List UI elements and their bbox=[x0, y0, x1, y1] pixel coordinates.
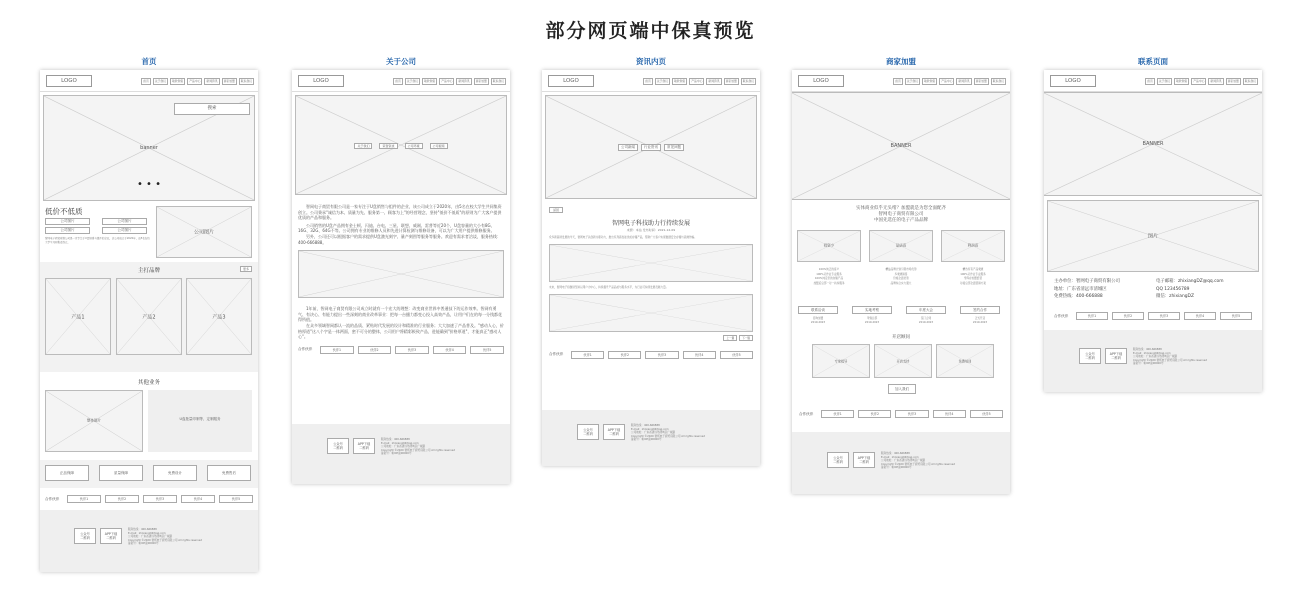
feature-item: 质量保障 bbox=[99, 465, 143, 481]
slogan-line: 中国先选任的电子产品品牌 bbox=[874, 218, 928, 223]
nav-item[interactable]: 联系我们 bbox=[1244, 79, 1256, 83]
company-pic-small: 公司图片 bbox=[102, 218, 147, 225]
nav-item[interactable]: 新闻资讯 bbox=[958, 79, 970, 83]
footer bbox=[40, 510, 258, 572]
nav-item[interactable]: 首页 bbox=[645, 79, 651, 83]
about-image bbox=[298, 250, 504, 298]
step-item: 年度大会 bbox=[906, 306, 946, 314]
nav-item[interactable]: 取款钟爱 bbox=[923, 79, 936, 83]
more-button[interactable]: 更多 bbox=[240, 266, 252, 272]
news-tabs bbox=[546, 144, 756, 151]
product-label: 产品1 bbox=[71, 314, 85, 320]
nav-item[interactable]: 关于我们 bbox=[406, 79, 418, 83]
main-nav bbox=[893, 78, 1006, 85]
partner-row bbox=[542, 346, 760, 364]
nav-item[interactable]: 商家加盟 bbox=[223, 79, 235, 83]
partner-item[interactable]: 伙伴1 bbox=[320, 346, 354, 354]
banner-label: banner bbox=[140, 145, 158, 151]
article-body: 众多新高速发展的今天，智网电子以创新为驱动力，推出系列高性能优质存储产品，帮助广大客户实现数据安全存储与高效传输。 bbox=[549, 236, 697, 240]
article-image bbox=[549, 294, 753, 332]
logo[interactable]: LOGO bbox=[798, 75, 844, 87]
footer-line: 备案号：粤ICP备00000号 bbox=[381, 452, 412, 456]
picture-label: 图片 bbox=[1147, 233, 1158, 240]
footer-info bbox=[1133, 348, 1207, 366]
footer-line: E-mail：zhixiangDZ@qq.com bbox=[881, 455, 919, 459]
nav-item[interactable]: 联系我们 bbox=[992, 79, 1004, 83]
partner-item[interactable]: 伙伴4 bbox=[433, 346, 467, 354]
brand-title: 主打品牌 bbox=[137, 268, 160, 274]
footer bbox=[792, 432, 1010, 494]
desc-line: 对接总部全面营销方案 bbox=[960, 281, 986, 285]
advantage-desc bbox=[797, 268, 861, 286]
nav-item[interactable]: 首页 bbox=[395, 79, 401, 83]
process-box bbox=[812, 344, 870, 378]
step-sub bbox=[852, 317, 892, 325]
nav-item[interactable]: 取款钟爱 bbox=[673, 79, 686, 83]
step-sub bbox=[960, 317, 1000, 325]
contact-hotline: 免费热线：400-666888 bbox=[1054, 294, 1103, 299]
other-business-image bbox=[45, 390, 143, 452]
advantage-desc bbox=[869, 268, 933, 286]
footer-line: 公司地址：广东省清远市清城区广诚路 bbox=[381, 445, 426, 449]
desc-line: 100%纯定价的存储产品 bbox=[814, 277, 844, 281]
contact-unit: 主办单位：智网电子商贸有限公司 bbox=[1054, 279, 1120, 284]
partner-label: 合作伙伴 bbox=[45, 496, 60, 501]
footer-line: 公司地址：广东省清远市清城区广诚路 bbox=[881, 459, 926, 463]
other-business-text bbox=[148, 390, 252, 452]
footer-info bbox=[128, 528, 202, 546]
process-box bbox=[874, 344, 932, 378]
column-label-about: 关于公司 bbox=[386, 57, 416, 66]
nav-item[interactable]: 取款钟爱 bbox=[171, 79, 184, 83]
join-us-button[interactable]: 加入我们 bbox=[888, 384, 916, 394]
nav-item[interactable]: 首页 bbox=[143, 79, 149, 83]
step-sub-line: 签订合同 bbox=[920, 317, 932, 320]
footer-line: E-mail：zhixiangDZ@qq.com bbox=[1133, 351, 1171, 355]
site-header bbox=[1044, 70, 1262, 92]
banner bbox=[545, 95, 757, 199]
footer-line: E-mail：zhixiangDZ@qq.com bbox=[381, 441, 419, 445]
column-label-news: 资讯内页 bbox=[636, 57, 666, 66]
advantage-label: 投资少 bbox=[823, 243, 835, 248]
site-header bbox=[792, 70, 1010, 92]
next-button[interactable]: 下一篇 bbox=[739, 335, 753, 341]
desc-line: 加盟后总部一对一扶持服务 bbox=[813, 281, 845, 285]
search-button[interactable]: 搜索 bbox=[174, 103, 250, 115]
footer-line: 公司地址：广东省清远市清城区广诚路 bbox=[1133, 355, 1178, 359]
qr-app: APP下载 二维码 bbox=[853, 452, 875, 468]
main-nav bbox=[141, 78, 254, 85]
nav-item[interactable]: 产品中心 bbox=[691, 79, 703, 83]
nav-item[interactable]: 关于我们 bbox=[906, 79, 918, 83]
step-item: 签约合作 bbox=[960, 306, 1000, 314]
advantage-label: 利润高 bbox=[967, 243, 979, 248]
nav-item[interactable]: 联系我们 bbox=[492, 79, 504, 83]
partner-row bbox=[792, 406, 1010, 422]
step-sub-line: 2019-2023 bbox=[864, 321, 880, 325]
qr-gzh: 公众号 二维码 bbox=[1079, 348, 1101, 364]
main-nav bbox=[393, 78, 506, 85]
other-business-section bbox=[40, 372, 258, 460]
qr-app: APP下载 二维码 bbox=[603, 424, 625, 440]
contact-page-mockup bbox=[1044, 70, 1262, 392]
tab-item[interactable]: 公司视频 bbox=[430, 143, 448, 149]
partner-item[interactable]: 伙伴3 bbox=[895, 410, 928, 418]
nav-item[interactable]: 商家加盟 bbox=[725, 79, 737, 83]
partner-item[interactable]: 伙伴2 bbox=[105, 495, 139, 503]
tab-item[interactable]: 荣誉资质 bbox=[379, 143, 397, 149]
nav-item[interactable]: 取款钟爱 bbox=[1175, 79, 1188, 83]
partner-item[interactable]: 伙伴2 bbox=[608, 351, 641, 359]
news-page-mockup bbox=[542, 70, 760, 466]
site-header bbox=[292, 70, 510, 92]
product-card[interactable] bbox=[45, 278, 111, 355]
desc-line: 多渠道销售 bbox=[894, 272, 908, 276]
nav-item[interactable]: 联系我们 bbox=[240, 79, 252, 83]
about-page-mockup bbox=[292, 70, 510, 484]
nav-item[interactable]: 关于我们 bbox=[656, 79, 668, 83]
footer-line: 备案号：粤ICP备00000号 bbox=[631, 438, 662, 442]
partner-label: 合作伙伴 bbox=[799, 411, 814, 416]
nav-item[interactable]: 产品中心 bbox=[189, 79, 201, 83]
nav-item[interactable]: 新闻资讯 bbox=[206, 79, 218, 83]
nav-item[interactable]: 新闻资讯 bbox=[1210, 79, 1222, 83]
footer bbox=[1044, 330, 1262, 392]
pager bbox=[549, 335, 753, 341]
advantage-box bbox=[869, 230, 933, 262]
footer-line: Copyright ©2020 智邦电子商贸有限公司 All rights reserved bbox=[631, 434, 705, 438]
footer-line: 备案号：粤ICP备00000号 bbox=[128, 542, 159, 546]
partner-item[interactable]: 伙伴5 bbox=[970, 410, 1003, 418]
step-item: 联系洽谈 bbox=[798, 306, 838, 314]
partner-item[interactable]: 伙伴1 bbox=[1076, 312, 1108, 320]
join-process bbox=[792, 334, 1010, 406]
logo[interactable]: LOGO bbox=[1050, 75, 1096, 87]
footer-line: Copyright ©2020 智邦电子商贸有限公司 All rights reserved bbox=[128, 538, 202, 542]
about-paragraph: 另外，公司还可以根据客户的需求提供U盘激光刻字、量产刻图等服务等服务。欢迎有需求者洽谈，服务热线：400-666888。 bbox=[298, 233, 501, 245]
partner-row bbox=[1044, 308, 1262, 324]
desc-line: 100%运作业专业服务 bbox=[960, 272, 986, 276]
home-page-mockup bbox=[40, 70, 258, 572]
footer-line: 公司地址：广东省清远市清城区广诚路 bbox=[631, 431, 676, 435]
qr-app: APP下载 二维码 bbox=[1105, 348, 1127, 364]
partner-label: 合作伙伴 bbox=[298, 347, 313, 352]
slogan-line: 实体商业似乎无头绪？加盟就是为您全面配齐 bbox=[856, 206, 946, 211]
feature-item: 免费售后 bbox=[207, 465, 251, 481]
partner-item[interactable]: 伙伴4 bbox=[683, 351, 716, 359]
contact-picture bbox=[1047, 200, 1259, 272]
qr-gzh: 公众号 二维码 bbox=[827, 452, 849, 468]
advantage-box bbox=[797, 230, 861, 262]
banner bbox=[43, 95, 255, 201]
footer bbox=[292, 424, 510, 484]
step-sub-line: 咨询加盟 bbox=[812, 317, 824, 320]
company-pic-small: 公司图片 bbox=[45, 218, 90, 225]
main-nav bbox=[643, 78, 756, 85]
other-title: 其他业务 bbox=[137, 380, 160, 386]
site-header bbox=[40, 70, 258, 92]
desc-line: 零库存加盟经营 bbox=[963, 277, 983, 281]
nav-item[interactable]: 取款钟爱 bbox=[423, 79, 436, 83]
footer-line: Copyright ©2020 智邦电子商贸有限公司 All rights reserved bbox=[881, 462, 955, 466]
carousel-dots[interactable]: • • • bbox=[136, 179, 162, 190]
nav-item[interactable]: 联系我们 bbox=[742, 79, 754, 83]
partner-item[interactable]: 伙伴4 bbox=[181, 495, 215, 503]
other-left-label: 整体图片 bbox=[87, 418, 101, 423]
logo[interactable]: LOGO bbox=[46, 75, 92, 87]
banner bbox=[1044, 92, 1262, 196]
nav-item[interactable]: 商家加盟 bbox=[975, 79, 987, 83]
site-header bbox=[542, 70, 760, 92]
contact-qq: QQ 123456789 bbox=[1156, 286, 1190, 292]
column-label-home: 首页 bbox=[141, 57, 157, 66]
banner bbox=[792, 92, 1010, 200]
feature-item: 免费设计 bbox=[153, 465, 197, 481]
column-label-contact: 联系页面 bbox=[1138, 57, 1168, 66]
footer-info bbox=[631, 424, 705, 442]
feature-item: 正品保障 bbox=[45, 465, 89, 481]
footer-info bbox=[881, 452, 955, 470]
qr-app: APP下载 二维码 bbox=[353, 438, 375, 454]
company-picture bbox=[156, 206, 252, 258]
banner-label: BANNER bbox=[1142, 141, 1164, 147]
partner-item[interactable]: 伙伴1 bbox=[571, 351, 604, 359]
banner-label: BANNER bbox=[890, 143, 912, 149]
company-intro-text: 智网电子商贸有限公司是一家专注于U盘销售与组件的企业，该公司成立于2020年，由5名在校大学生共同集资创立。 bbox=[45, 237, 150, 245]
footer-info bbox=[381, 438, 455, 456]
article-body: 未来，智网电子将继续坚持以用户为中心，持续提升产品品质与服务水平，为行业可持续发展贡献力量。 bbox=[549, 286, 669, 289]
cheap-title: 低价不低质 bbox=[45, 207, 83, 216]
step-sub-line: 2019-2023 bbox=[972, 321, 988, 325]
desc-line: 100%纯正的客户 bbox=[818, 268, 840, 271]
join-slogan bbox=[792, 206, 1010, 224]
about-paragraph: 在众多领域智网都认一流的品质、紧贴时代发展的设计和精准的行业服务；大大加速了产品普及。"感动人心，价格厚道"这八个字是一体两面，密不可分的整体，公司用户将精彩极致产品，进能确到"价格厚道"，才能真正"感动人心"。 bbox=[298, 322, 504, 340]
nav-item[interactable]: 产品中心 bbox=[1193, 79, 1205, 83]
nav-item[interactable]: 商家加盟 bbox=[1227, 79, 1239, 83]
advantage-desc bbox=[941, 268, 1005, 286]
article-headline: 智网电子科技助力行持续发展 bbox=[611, 220, 690, 227]
process-label: 免费培训 bbox=[958, 359, 972, 364]
step-sub-line: 正式开店 bbox=[974, 317, 986, 320]
partner-item[interactable]: 伙伴1 bbox=[821, 410, 854, 418]
partner-item[interactable]: 伙伴5 bbox=[470, 346, 504, 354]
partner-label: 合作伙伴 bbox=[549, 352, 564, 357]
other-right-label: U盘批量印制等、定制服务 bbox=[179, 417, 221, 421]
slogan-line: 智网电子商贸有限公司 bbox=[878, 212, 924, 217]
footer-line: 服务热线：400-666888 bbox=[631, 424, 660, 427]
partner-item[interactable]: 伙伴3 bbox=[1148, 312, 1180, 320]
nav-item[interactable]: 首页 bbox=[1147, 79, 1153, 83]
footer-line: E-mail：zhixiangDZ@qq.com bbox=[631, 427, 669, 431]
tab-item[interactable]: 行业资讯 bbox=[641, 144, 661, 151]
process-title: 开店顾问 bbox=[892, 335, 910, 340]
partner-item[interactable]: 伙伴2 bbox=[858, 410, 891, 418]
step-sub-line: 2019-2023 bbox=[810, 321, 826, 325]
footer-line: 服务热线：400-666888 bbox=[381, 438, 410, 441]
footer-line: 公司地址：广东省清远市清城区广诚路 bbox=[128, 535, 173, 539]
logo[interactable]: LOGO bbox=[548, 75, 594, 87]
footer-line: 备案号：粤ICP备00000号 bbox=[1133, 362, 1164, 366]
partner-label: 合作伙伴 bbox=[1054, 313, 1069, 318]
about-tabs bbox=[296, 143, 506, 149]
back-button[interactable]: 返回 bbox=[549, 207, 563, 213]
tab-item[interactable]: 常见问题 bbox=[664, 144, 684, 151]
desc-line: 价格全面优势 bbox=[893, 277, 909, 281]
footer-line: 备案号：粤ICP备00000号 bbox=[881, 466, 912, 470]
partner-item[interactable]: 伙伴4 bbox=[933, 410, 966, 418]
qr-gzh: 公众号 二维码 bbox=[74, 528, 96, 544]
desc-line: 精益品牌计划引领市场优势 bbox=[885, 268, 917, 271]
product-card[interactable] bbox=[116, 278, 182, 355]
company-picture-label: 公司图片 bbox=[193, 229, 214, 236]
cheap-section bbox=[40, 204, 258, 262]
desc-line: 品牌综合实力强大 bbox=[890, 281, 912, 285]
partner-row bbox=[292, 340, 510, 360]
partner-item[interactable]: 伙伴3 bbox=[645, 351, 678, 359]
nav-item[interactable]: 关于我们 bbox=[1158, 79, 1170, 83]
partner-item[interactable]: 伙伴5 bbox=[720, 351, 753, 359]
step-sub bbox=[798, 317, 838, 325]
partner-item[interactable]: 伙伴3 bbox=[143, 495, 177, 503]
process-label: 开店支持 bbox=[896, 359, 910, 364]
product-card[interactable] bbox=[186, 278, 252, 355]
prev-button[interactable]: 上一篇 bbox=[723, 335, 737, 341]
tab-item[interactable]: 公司新闻 bbox=[618, 144, 638, 151]
footer-line: Copyright ©2020 智邦电子商贸有限公司 All rights reserved bbox=[1133, 358, 1207, 362]
feature-strip bbox=[40, 460, 258, 488]
news-article bbox=[542, 202, 760, 346]
contact-wechat: 微信：zhixiangDZ bbox=[1156, 294, 1194, 299]
step-item: 实地考察 bbox=[852, 306, 892, 314]
footer-line: E-mail：zhixiangDZ@qq.com bbox=[128, 531, 166, 535]
step-sub-line: 2019-2023 bbox=[918, 321, 934, 325]
join-page-mockup bbox=[792, 70, 1010, 494]
product-label: 产品3 bbox=[212, 314, 226, 320]
tab-item[interactable]: 关于我们 bbox=[354, 143, 372, 149]
partner-item[interactable]: 伙伴5 bbox=[219, 495, 253, 503]
footer bbox=[542, 410, 760, 466]
about-paragraph: 公司销售的U盘产品拥有金士顿、闪迪、台电、三星、联想、威刚、雷普等近20个，U盘容量的大小有8G、16G、32G、64G不等。公司拥有专业的维修人员和先进计算检测与维修设备，可以为广大用户提供维修服务。 bbox=[298, 222, 495, 234]
nav-item[interactable]: 产品中心 bbox=[441, 79, 453, 83]
about-paragraph: 智网电子商贸有限公司是一家专注于U盘销售与组件的企业，该公司成立于2020年，由5名在校大学生共同集资创立。公司秉承"诚信为本、质量为先、服务第一、顾客为上"的经营理念，坚持"低价不低质"的原则为广大客户提供优质的产品和服务。 bbox=[298, 204, 502, 221]
qr-gzh: 公众号 二维码 bbox=[577, 424, 599, 440]
column-label-join: 商家加盟 bbox=[886, 57, 916, 66]
nav-item[interactable]: 商家加盟 bbox=[475, 79, 487, 83]
footer-line: Copyright ©2020 智邦电子商贸有限公司 All rights reserved bbox=[381, 448, 455, 452]
product-label: 产品2 bbox=[142, 314, 156, 320]
company-pic-small: 公司图片 bbox=[102, 227, 147, 234]
join-advantages bbox=[792, 228, 1010, 306]
join-steps bbox=[792, 306, 1010, 334]
qr-gzh: 公众号 二维码 bbox=[327, 438, 349, 454]
footer-line: 服务热线：400-666888 bbox=[1133, 348, 1162, 351]
partner-item[interactable]: 伙伴4 bbox=[1184, 312, 1216, 320]
partner-item[interactable]: 伙伴3 bbox=[395, 346, 429, 354]
nav-item[interactable]: 新闻资讯 bbox=[458, 79, 470, 83]
contact-info bbox=[1044, 276, 1262, 306]
partner-item[interactable]: 伙伴5 bbox=[1220, 312, 1252, 320]
contact-email: 电子邮箱：zhixiangDZ@qq.com bbox=[1156, 279, 1224, 284]
article-meta: 来源：本站 发布时间：2021-12-09 bbox=[626, 228, 676, 232]
about-paragraph: 1年前，智网电子商贸有限公司成立时就有一个宏大的理想：改变商业世界中普通技下的运作效率。智网有勇气、有决心、有能力提出一些深刻的商业改革事业：把每一台播力都变心投入高效产品，让用户们在的每一分钱都花得所值。 bbox=[298, 306, 502, 323]
desc-line: 100%运作业专业服务 bbox=[816, 272, 842, 276]
main-nav bbox=[1145, 78, 1258, 85]
partner-item[interactable]: 伙伴1 bbox=[67, 495, 101, 503]
logo[interactable]: LOGO bbox=[298, 75, 344, 87]
partner-item[interactable]: 伙伴2 bbox=[1112, 312, 1144, 320]
step-sub-line: 考察总部 bbox=[866, 317, 878, 320]
about-content bbox=[292, 198, 510, 340]
article-image bbox=[549, 244, 753, 282]
page-title: 部分网页端中保真预览 bbox=[545, 20, 756, 42]
contact-address: 地址：广东省清远市清城区 bbox=[1054, 286, 1107, 292]
brand-section bbox=[40, 262, 258, 372]
nav-item[interactable]: 产品中心 bbox=[941, 79, 953, 83]
qr-app: APP下载 二维码 bbox=[100, 528, 122, 544]
advantage-label: 品质高 bbox=[895, 243, 907, 248]
footer-line: 服务热线：400-666888 bbox=[881, 452, 910, 455]
company-pic-small: 公司图片 bbox=[45, 227, 90, 234]
footer-line: 服务热线：400-666888 bbox=[128, 528, 157, 531]
nav-item[interactable]: 首页 bbox=[895, 79, 901, 83]
process-label: 专家指导 bbox=[834, 359, 848, 364]
partner-item[interactable]: 伙伴2 bbox=[358, 346, 392, 354]
banner bbox=[295, 95, 507, 195]
nav-item[interactable]: 关于我们 bbox=[154, 79, 166, 83]
process-box bbox=[936, 344, 994, 378]
nav-item[interactable]: 新闻资讯 bbox=[708, 79, 720, 83]
advantage-box bbox=[941, 230, 1005, 262]
step-sub bbox=[906, 317, 946, 325]
desc-line: 精选所有产品渠道 bbox=[962, 268, 984, 271]
tab-item[interactable]: 公司环境 bbox=[405, 143, 423, 149]
partner-row bbox=[40, 488, 258, 510]
